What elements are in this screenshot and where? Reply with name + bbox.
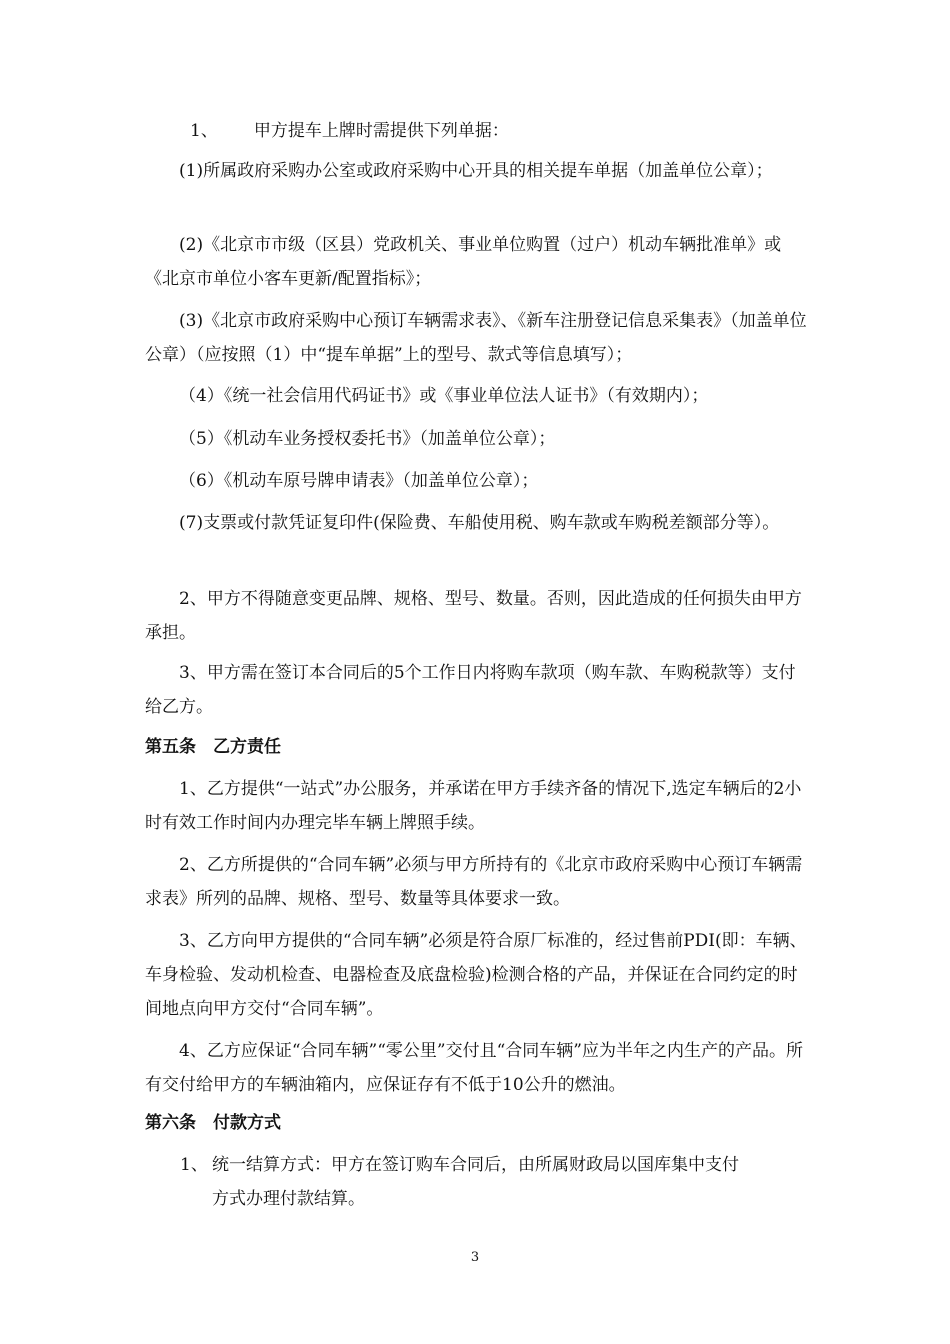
sub-item-5: （5）《机动车业务授权委托书》（加盖单位公章）； xyxy=(179,429,556,449)
section-6-item-1 xyxy=(180,1148,810,1216)
section-5-heading: 第五条 乙方责任 xyxy=(145,737,281,757)
item-1-text: 甲方提车上牌时需提供下列单据： xyxy=(253,121,509,141)
item-2: 2、甲方不得随意变更品牌、规格、型号、数量。否则，因此造成的任何损失由甲方承担。 xyxy=(145,589,802,643)
item-1 xyxy=(190,114,509,148)
section-6-item-1-line-1: 统一结算方式：甲方在签订购车合同后，由所属财政局以国库集中支付 xyxy=(212,1155,739,1175)
section-5-item-4: 4、乙方应保证“合同车辆”“零公里”交付且“合同车辆”应为半年之内生产的产品。所有交付给甲方的车辆油箱内，应保证存有不低于10公升的燃油。 xyxy=(145,1041,803,1095)
sub-item-4: （4）《统一社会信用代码证书》或《事业单位法人证书》（有效期内）； xyxy=(179,386,709,406)
item-1-number: 1、 xyxy=(190,121,218,141)
section-5-item-1: 1、乙方提供“一站式”办公服务，并承诺在甲方手续齐备的情况下,选定车辆后的2小时有效工作时间内办理完毕车辆上牌照手续。 xyxy=(145,779,802,833)
section-5-item-3: 3、乙方向甲方提供的“合同车辆”必须是符合原厂标准的，经过售前PDI(即：车辆、车身检验、发动机检查、电器检查及底盘检验)检测合格的产品，并保证在合同约定的时间地点向甲方交付“合同车辆”。 xyxy=(145,931,807,1019)
section-6-item-1-number: 1、 xyxy=(180,1155,208,1175)
sub-item-6: （6）《机动车原号牌申请表》（加盖单位公章）； xyxy=(179,471,539,491)
sub-item-7: (7)支票或付款凭证复印件(保险费、车船使用税、购车款或车购税差额部分等）。 xyxy=(179,513,780,533)
section-5-item-2: 2、乙方所提供的“合同车辆”必须与甲方所持有的《北京市政府采购中心预订车辆需求表》所列的品牌、规格、型号、数量等具体要求一致。 xyxy=(145,855,803,909)
section-6-heading: 第六条 付款方式 xyxy=(145,1113,281,1133)
item-3: 3、甲方需在签订本合同后的5个工作日内将购车款项（购车款、车购税款等）支付给乙方。 xyxy=(145,663,796,717)
sub-item-1: (1)所属政府采购办公室或政府采购中心开具的相关提车单据（加盖单位公章）； xyxy=(179,161,773,181)
page-number: 3 xyxy=(470,1250,480,1265)
sub-item-2: (2)《北京市市级（区县）党政机关、事业单位购置（过户）机动车辆批准单》或《北京市单位小客车更新/配置指标》； xyxy=(145,235,782,289)
sub-item-3: (3)《北京市政府采购中心预订车辆需求表》、《新车注册登记信息采集表》（加盖单位公章）（应按照（1）中“提车单据”上的型号、款式等信息填写）； xyxy=(145,311,807,365)
section-6-item-1-line-2: 方式办理付款结算。 xyxy=(212,1189,365,1209)
